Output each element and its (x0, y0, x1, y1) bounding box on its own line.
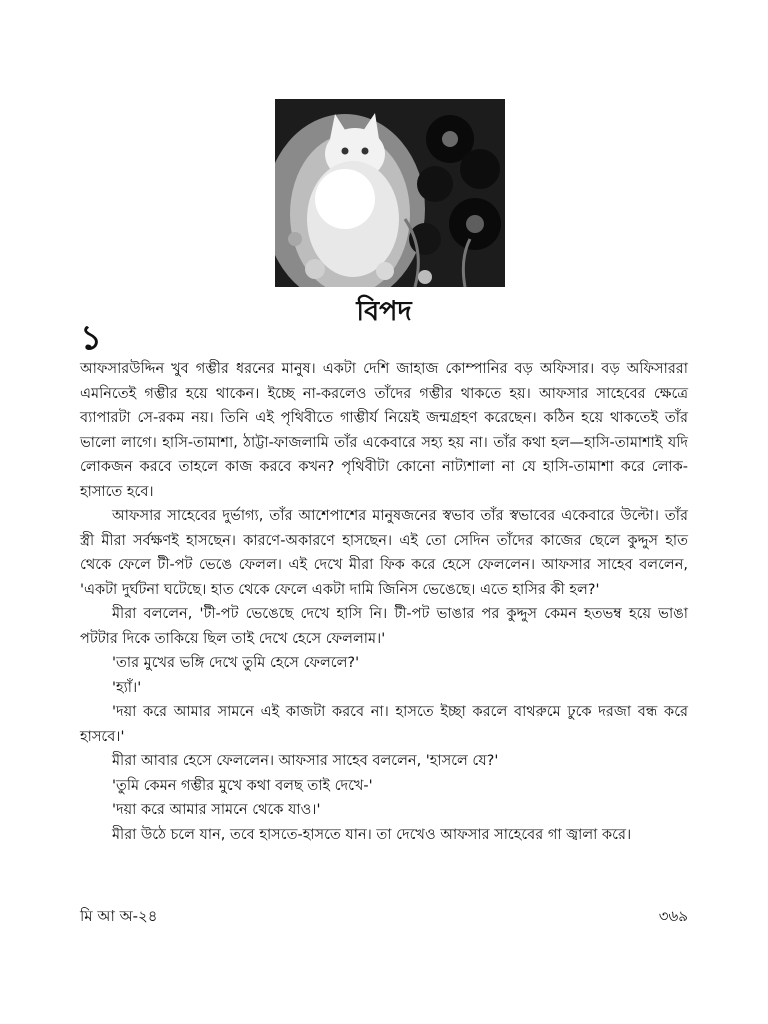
cat-illustration-artwork (275, 99, 505, 287)
dialogue-line: 'হ্যাঁ।' (112, 679, 142, 696)
story-body (80, 357, 688, 847)
dialogue-line: 'তুমি কেমন গম্ভীর মুখে কথা বলছ তাই দেখে-' (112, 777, 373, 794)
dialogue-line: 'তার মুখের ভঙ্গি দেখে তুমি হেসে ফেললে?' (112, 655, 360, 671)
footer-book-code: মি আ অ-২৪ (80, 907, 158, 925)
footer-page-number: ৩৬৯ (658, 907, 688, 925)
story-title: বিপদ (356, 296, 412, 327)
paragraph: মীরা আবার হেসে ফেললেন। আফসার সাহেব বললেন, 'হাসলে যে?' (112, 753, 499, 769)
paragraph: মীরা বললেন, 'টী-পট ভেঙেছে দেখে হাসি নি। টী-পট ভাঙার পর কুদ্দুস কেমন হতভম্ব হয়ে ভাঙা পটটার দিকে তাকিয়ে ছিল তাই দেখে হেসে ফেললাম।' (80, 606, 688, 647)
chapter-illustration-cat-with-flowers (275, 99, 505, 287)
paragraph: আফসারউদ্দিন খুব গম্ভীর ধরনের মানুষ। একটা দেশি জাহাজ কোম্পানির বড় অফিসার। বড় অফিসাররা এমনিতেই গম্ভীর হয়ে থাকেন। ইচ্ছে না-করলেও তাঁদের গম্ভীর থাকতে হয়। আফসার সাহেবের ক্ষেত্রে ব্যাপারটা সে-রকম নয়। তিনি এই পৃথিবীতে গাম্ভীর্য নিয়েই জন্মগ্রহণ করেছেন। কঠিন হয়ে থাকতেই তাঁর ভালো লাগে। হাসি-তামাশা, ঠাট্টা-ফাজলামি তাঁর একেবারে সহ্য হয় না। তাঁর কথা হল—হাসি-তামাশাই যদি লোকজন করবে তাহলে কাজ করবে কখন? পৃথিবীটা কোনো নাট্যশালা না যে হাসি-তামাশা করে লোক-হাসাতে হবে। (80, 361, 688, 500)
paragraph: মীরা উঠে চলে যান, তবে হাসতে-হাসতে যান। তা দেখেও আফসার সাহেবের গা জ্বালা করে। (112, 826, 632, 843)
paragraph: আফসার সাহেবের দুর্ভাগ্য, তাঁর আশেপাশের মানুষজনের স্বভাব তাঁর স্বভাবের একেবারে উল্টো। তাঁর স্ত্রী মীরা সর্বক্ষণই হাসছেন। কারণে-অকারণে হাসছেন। এই তো সেদিন তাঁদের কাজের ছেলে কুদ্দুস হাত থেকে ফেলে টী-পট ভেঙে ফেলল। এই দেখে মীরা ফিক করে হেসে ফেললেন। আফসার সাহেব বললেন, 'একটা দুর্ঘটনা ঘটেছে। হাত থেকে ফেলে একটা দামি জিনিস ভেঙেছে। এতে হাসির কী হল?' (80, 508, 688, 598)
dialogue-line: 'দয়া করে আমার সামনে থেকে যাও।' (112, 802, 321, 818)
dialogue-line: 'দয়া করে আমার সামনে এই কাজটা করবে না। হাসতে ইচ্ছা করলে বাথরুমে ঢুকে দরজা বন্ধ করে হাসবে।' (80, 704, 688, 745)
chapter-number: ১ (80, 318, 103, 358)
